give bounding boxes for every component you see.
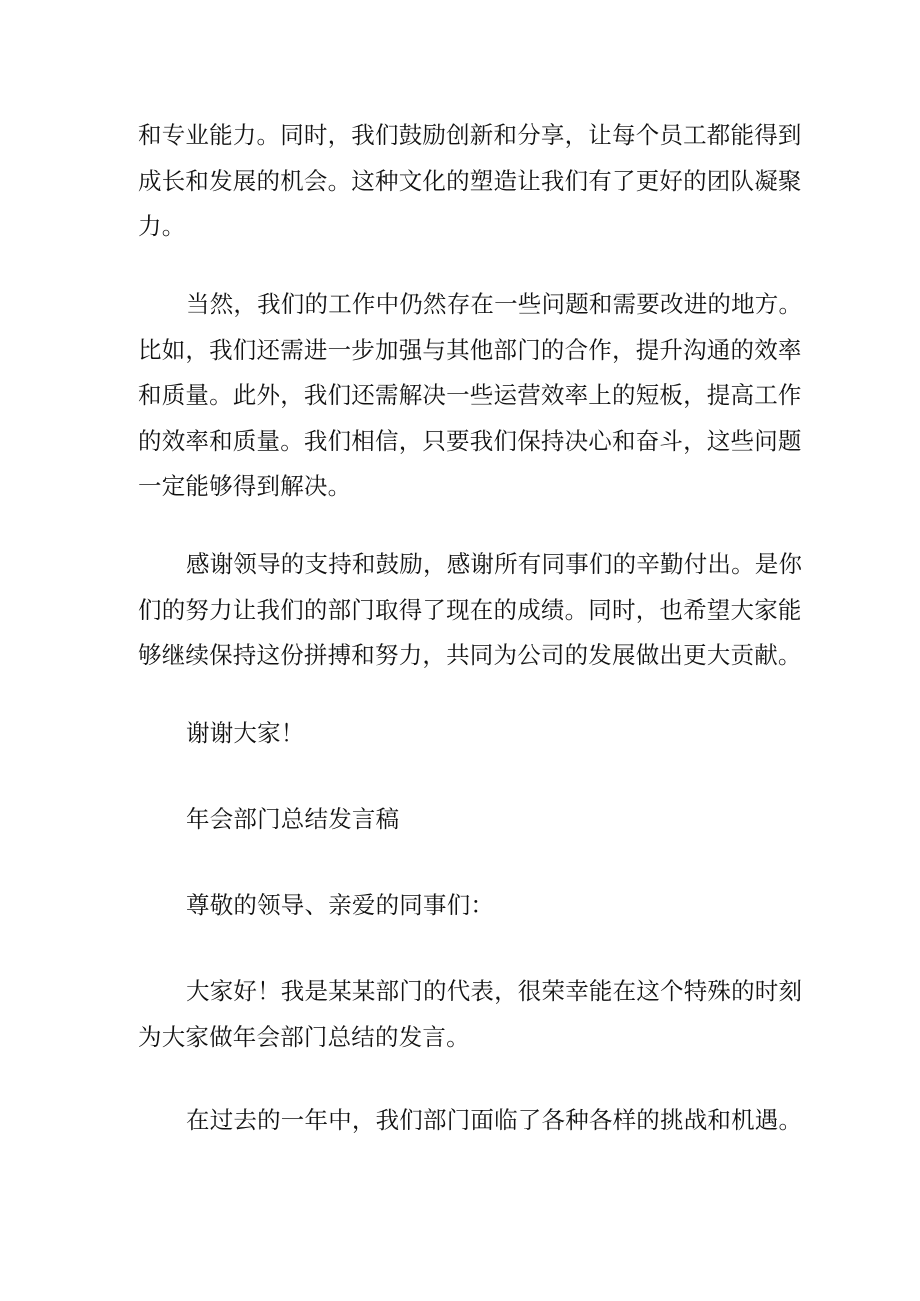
text-line: 够继续保持这份拼搏和努力，共同为公司的发展做出更大贡献。 [138,641,802,669]
paragraph-closing [138,711,810,757]
text-line: 和质量。此外，我们还需解决一些运营效率上的短板，提高工作 [138,381,802,409]
text-line: 和专业能力。同时，我们鼓励创新和分享，让每个员工都能得到 [138,121,802,149]
speech-title [138,797,810,843]
text-line: 在过去的一年中，我们部门面临了各种各样的挑战和机遇。 [186,1106,803,1134]
text-line: 比如，我们还需进一步加强与其他部门的合作，提升沟通的效率 [138,335,802,364]
text-line: 谢谢大家！ [186,719,305,747]
text-line: 大家好！我是某某部门的代表，很荣幸能在这个特殊的时刻 [186,977,803,1005]
paragraph-thanks [138,542,810,679]
paragraph-problems [138,282,810,510]
text-line: 力。 [138,212,186,240]
paragraph-salutation [138,883,810,929]
text-line: 一定能够得到解决。 [138,472,352,500]
text-line: 为大家做年会部门总结的发言。 [138,1022,470,1051]
paragraph-culture-continuation [138,113,810,250]
paragraph-past-year [138,1098,810,1144]
text-line: 成长和发展的机会。这种文化的塑造让我们有了更好的团队凝聚 [138,166,802,195]
text-line: 感谢领导的支持和鼓励，感谢所有同事们的辛勤付出。是你 [186,550,803,578]
text-line: 的效率和质量。我们相信，只要我们保持决心和奋斗，这些问题 [138,426,802,455]
text-line: 当然，我们的工作中仍然存在一些问题和需要改进的地方。 [186,290,803,318]
text-line: 尊敬的领导、亲爱的同事们： [186,891,495,919]
text-line: 年会部门总结发言稿 [186,805,400,833]
text-line: 们的努力让我们的部门取得了现在的成绩。同时，也希望大家能 [138,595,802,624]
paragraph-greeting [138,969,810,1060]
